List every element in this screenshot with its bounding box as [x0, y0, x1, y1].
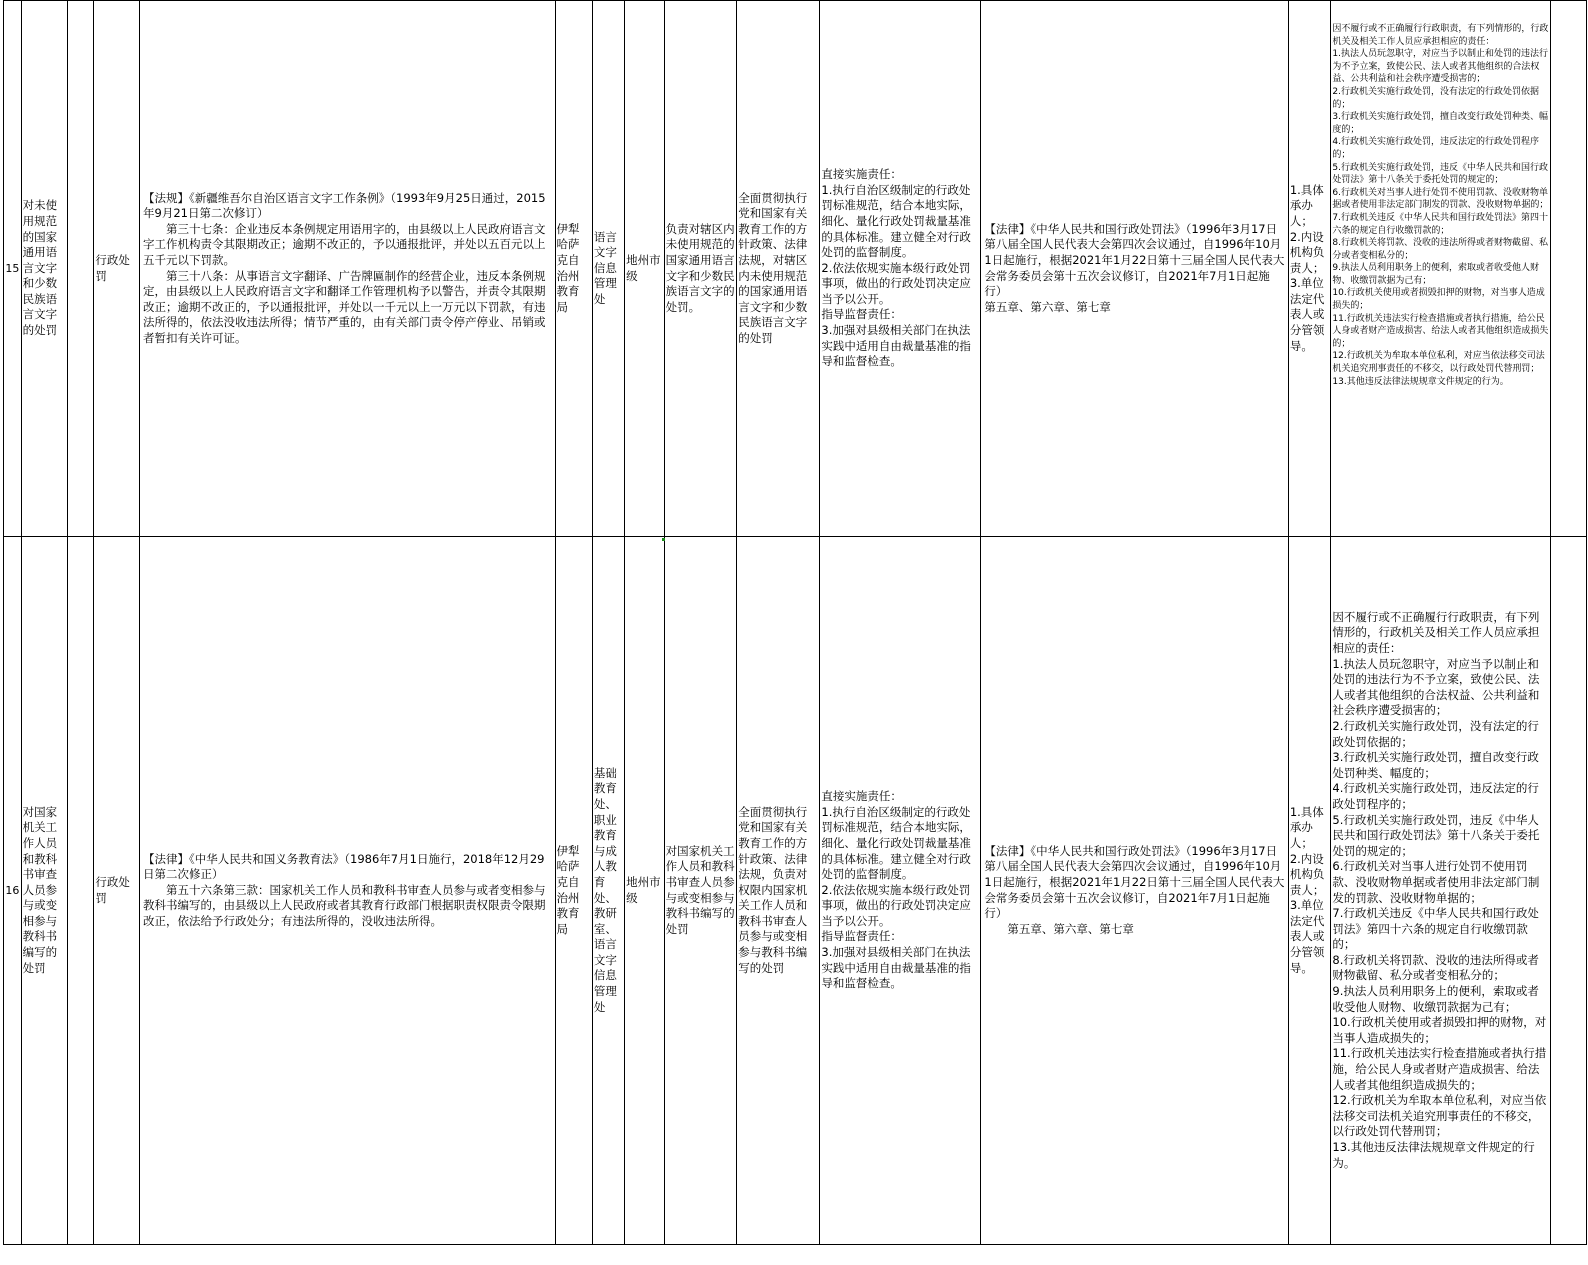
responsibility-items [820, 1, 981, 537]
empty-cell [68, 537, 94, 1245]
liability-line: 1.执法人员玩忽职守，对应当予以制止和处罚的违法行为不予立案，致使公民、法人或者其他组织的合法权益、公共利益和社会秩序遭受损害的； [1332, 656, 1540, 718]
basis-article: 第三十七条：企业违反本条例规定用语用字的，由县级以上人民政府语言文字工作机构责令其限期改正；逾期不改正的，予以通报批评，并处以五百元以上五千元以下罚款。 [143, 221, 546, 267]
subject-line: 1.具体承办人； [1289, 182, 1324, 228]
empty-cell [68, 1, 94, 537]
responsibility-line: 指导监督责任： [821, 929, 902, 944]
exercise-scope: 对国家机关工作人员和教科书审查人员参与或变相参与教科书编写的处罚 [664, 537, 737, 1245]
liability-line: 7.行政机关违反《中华人民共和国行政处罚法》第四十六条的规定自行收缴罚款的； [1332, 212, 1548, 236]
responsibility-line: 3.加强对县级相关部门在执法实践中适用自由裁量基准的指导和监督检查。 [821, 323, 971, 369]
accountability-law [981, 537, 1288, 1245]
responsibility-line: 1.执行自治区级制定的行政处罚标准规范，结合本地实际，细化、量化行政处罚裁量基准的具体标准。建立健全对行政处罚的监督制度。 [821, 804, 971, 882]
liability-line: 10.行政机关使用或者损毁扣押的财物，对当事人造成损失的； [1332, 288, 1545, 312]
law-chapters: 第五章、第六章、第七章 [1007, 921, 1134, 936]
liability-line: 13.其他违反法律法规规章文件规定的行为。 [1332, 376, 1509, 387]
accountability-law [981, 1, 1288, 537]
implementing-department: 伊犁哈萨克自治州教育局 [555, 537, 592, 1245]
liability-line: 因不履行或不正确履行行政职责，有下列情形的，行政机关及相关工作人员应承担相应的责任： [1332, 24, 1549, 47]
responsibility-line: 1.执行自治区级制定的行政处罚标准规范，结合本地实际，细化、量化行政处罚裁量基准的具体标准。建立健全对行政处罚的监督制度。 [821, 182, 971, 260]
responsible-subject [1288, 537, 1331, 1245]
item-name: 对国家机关工作人员和教科书审查人员参与或变相参与教科书编写的处罚 [21, 537, 68, 1245]
legal-basis [140, 537, 555, 1245]
subject-line: 2.内设机构负责人； [1289, 229, 1325, 275]
implementing-department: 伊犁哈萨克自治州教育局 [555, 1, 592, 537]
liability-line: 10.行政机关使用或者损毁扣押的财物，对当事人造成损失的； [1332, 1015, 1547, 1045]
liability-line: 因不履行或不正确履行行政职责，有下列情形的，行政机关及相关工作人员应承担相应的责任： [1332, 609, 1540, 655]
law-title: 【法律】《中华人民共和国行政处罚法》（1996年3月17日第八届全国人民代表大会第四次会议通过，自1996年10月1日起施行，根据2021年1月22日第十三届全国人民代表大会常务委员会第十五次会议修订，自2021年7月1日起施行） [984, 843, 1285, 921]
liability-line: 5.行政机关实施行政处罚，违反《中华人民共和国行政处罚法》第十八条关于委托处罚的规定的； [1332, 812, 1540, 858]
responsible-office: 语言文字信息管理处 [592, 1, 624, 537]
liability-line: 9.执法人员利用职务上的便利，索取或者收受他人财物、收缴罚款据为己有； [1332, 984, 1539, 1014]
basis-title: 【法律】《中华人民共和国义务教育法》（1986年7月1日施行，2018年12月29日第二次修正） [143, 851, 545, 882]
item-name: 对未使用规范的国家通用语言文字和少数民族语言文字的处罚 [21, 1, 68, 537]
row-number: 15 [4, 1, 22, 537]
exercise-level: 地州市级 [625, 1, 664, 537]
legal-basis [140, 1, 555, 537]
responsibility-line: 3.加强对县级相关部门在执法实践中适用自由裁量基准的指导和监督检查。 [821, 945, 971, 991]
subject-line: 2.内设机构负责人； [1289, 851, 1325, 897]
liability-line: 4.行政机关实施行政处罚，违反法定的行政处罚程序的； [1332, 781, 1539, 811]
liability-line: 12.行政机关为牟取本单位私利，对应当依法移交司法机关追究刑事责任的不移交，以行政处罚代替刑罚； [1332, 351, 1545, 375]
table-row [4, 1, 1587, 537]
responsibility-line: 直接实施责任： [821, 167, 902, 182]
liability-line: 3.行政机关实施行政处罚，擅自改变行政处罚种类、幅度的； [1332, 750, 1539, 780]
liability-line: 6.行政机关对当事人进行处罚不使用罚款、没收财物单据或者使用非法定部门制发的罚款、没收财物单据的； [1332, 187, 1549, 211]
liability-line: 2.行政机关实施行政处罚，没有法定的行政处罚依据的； [1332, 86, 1539, 110]
row-number: 16 [4, 537, 22, 1245]
liability-line: 12.行政机关为牟取本单位私利，对应当依法移交司法机关追究刑事责任的不移交，以行政处罚代替刑罚； [1332, 1093, 1547, 1139]
liability-line: 4.行政机关实施行政处罚，违反法定的行政处罚程序的； [1332, 137, 1539, 160]
cell-cursor-mark [662, 538, 665, 541]
exercise-level: 地州市级 [625, 537, 664, 1245]
responsible-office: 基础教育处、职业教育与成人教育处、教研室、语言文字信息管理处 [592, 537, 624, 1245]
subject-line: 3.单位法定代表人或分管领导。 [1289, 898, 1325, 975]
liability-cases [1331, 1, 1550, 537]
liability-line: 13.其他违反法律法规规章文件规定的行为。 [1332, 1140, 1535, 1170]
responsibility-line: 直接实施责任： [821, 789, 902, 804]
liability-line: 1.执法人员玩忽职守，对应当予以制止和处罚的违法行为不予立案，致使公民、法人或者其他组织的合法权益、公共利益和社会秩序遭受损害的； [1332, 49, 1548, 85]
empty-cell [1550, 1, 1586, 537]
liability-line: 7.行政机关违反《中华人民共和国行政处罚法》第四十六条的规定自行收缴罚款的； [1332, 906, 1539, 952]
liability-line: 11.行政机关违法实行检查措施或者执行措施，给公民人身或者财产造成损害、给法人或者其他组织造成损失的； [1332, 313, 1549, 349]
basis-title: 【法规】《新疆维吾尔自治区语言文字工作条例》（1993年9月25日通过，2015年9月21日第二次修订） [143, 190, 546, 221]
liability-line: 11.行政机关违法实行检查措施或者执行措施，给公民人身或者财产造成损害、给法人或者其他组织造成损失的； [1332, 1046, 1547, 1092]
power-list-table [3, 0, 1587, 1245]
department-duty: 全面贯彻执行党和国家有关教育工作的方针政策、法律法规，对辖区内未使用规范的国家通用语言文字和少数民族语言文字的处罚 [737, 1, 820, 537]
table-row [4, 537, 1587, 1245]
basis-article: 第五十六条第三款：国家机关工作人员和教科书审查人员参与或者变相参与教科书编写的，由县级以上人民政府或者其教育行政部门根据职责权限责令限期改正，依法给予行政处分；有违法所得的，没收违法所得。 [143, 882, 546, 928]
law-chapters: 第五章、第六章、第七章 [984, 299, 1111, 314]
responsibility-line: 2.依法依规实施本级行政处罚事项，做出的行政处罚决定应当予以公开。 [821, 260, 971, 306]
item-category: 行政处罚 [94, 1, 140, 537]
liability-line: 6.行政机关对当事人进行处罚不使用罚款、没收财物单据或者使用非法定部门制发的罚款、没收财物单据的； [1332, 859, 1540, 905]
empty-cell [1550, 537, 1586, 1245]
responsibility-items [820, 537, 981, 1245]
liability-line: 8.行政机关将罚款、没收的违法所得或者财物截留、私分或者变相私分的； [1332, 238, 1548, 261]
law-title: 【法律】《中华人民共和国行政处罚法》（1996年3月17日第八届全国人民代表大会第四次会议通过，自1996年10月1日起施行，根据2021年1月22日第十三届全国人民代表大会常务委员会第十五次会议修订，自2021年7月1日起施行） [984, 221, 1285, 299]
basis-article: 第三十八条：从事语言文字翻译、广告牌匾制作的经营企业，违反本条例规定，由县级以上人民政府语言文字和翻译工作管理机构予以警告，并责令其限期改正；逾期不改正的，予以通报批评，并处以一千元以上一万元以下罚款，有违法所得的，依法没收违法所得；情节严重的，由有关部门责令停产停业、吊销或者暂扣有关许可证。 [143, 268, 546, 345]
subject-line: 1.具体承办人； [1289, 804, 1324, 850]
department-duty: 全面贯彻执行党和国家有关教育工作的方针政策、法律法规，负责对权限内国家机关工作人员和教科书审查人员参与或变相参与教科书编写的处罚 [737, 537, 820, 1245]
liability-cases [1331, 537, 1550, 1245]
responsible-subject [1288, 1, 1331, 537]
liability-line: 2.行政机关实施行政处罚，没有法定的行政处罚依据的； [1332, 718, 1539, 749]
item-category: 行政处罚 [94, 537, 140, 1245]
exercise-scope: 负责对辖区内未使用规范的国家通用语言文字和少数民族语言文字的处罚。 [664, 1, 737, 537]
responsibility-line: 2.依法依规实施本级行政处罚事项，做出的行政处罚决定应当予以公开。 [821, 882, 971, 928]
liability-line: 5.行政机关实施行政处罚，违反《中华人民共和国行政处罚法》第十八条关于委托处罚的规定的； [1332, 162, 1548, 186]
liability-line: 8.行政机关将罚款、没收的违法所得或者财物截留、私分或者变相私分的； [1332, 952, 1539, 983]
subject-line: 3.单位法定代表人或分管领导。 [1289, 276, 1325, 353]
liability-line: 3.行政机关实施行政处罚，擅自改变行政处罚种类、幅度的； [1332, 112, 1548, 135]
responsibility-line: 指导监督责任： [821, 307, 902, 322]
liability-line: 9.执法人员利用职务上的便利，索取或者收受他人财物、收缴罚款据为己有； [1332, 263, 1539, 286]
